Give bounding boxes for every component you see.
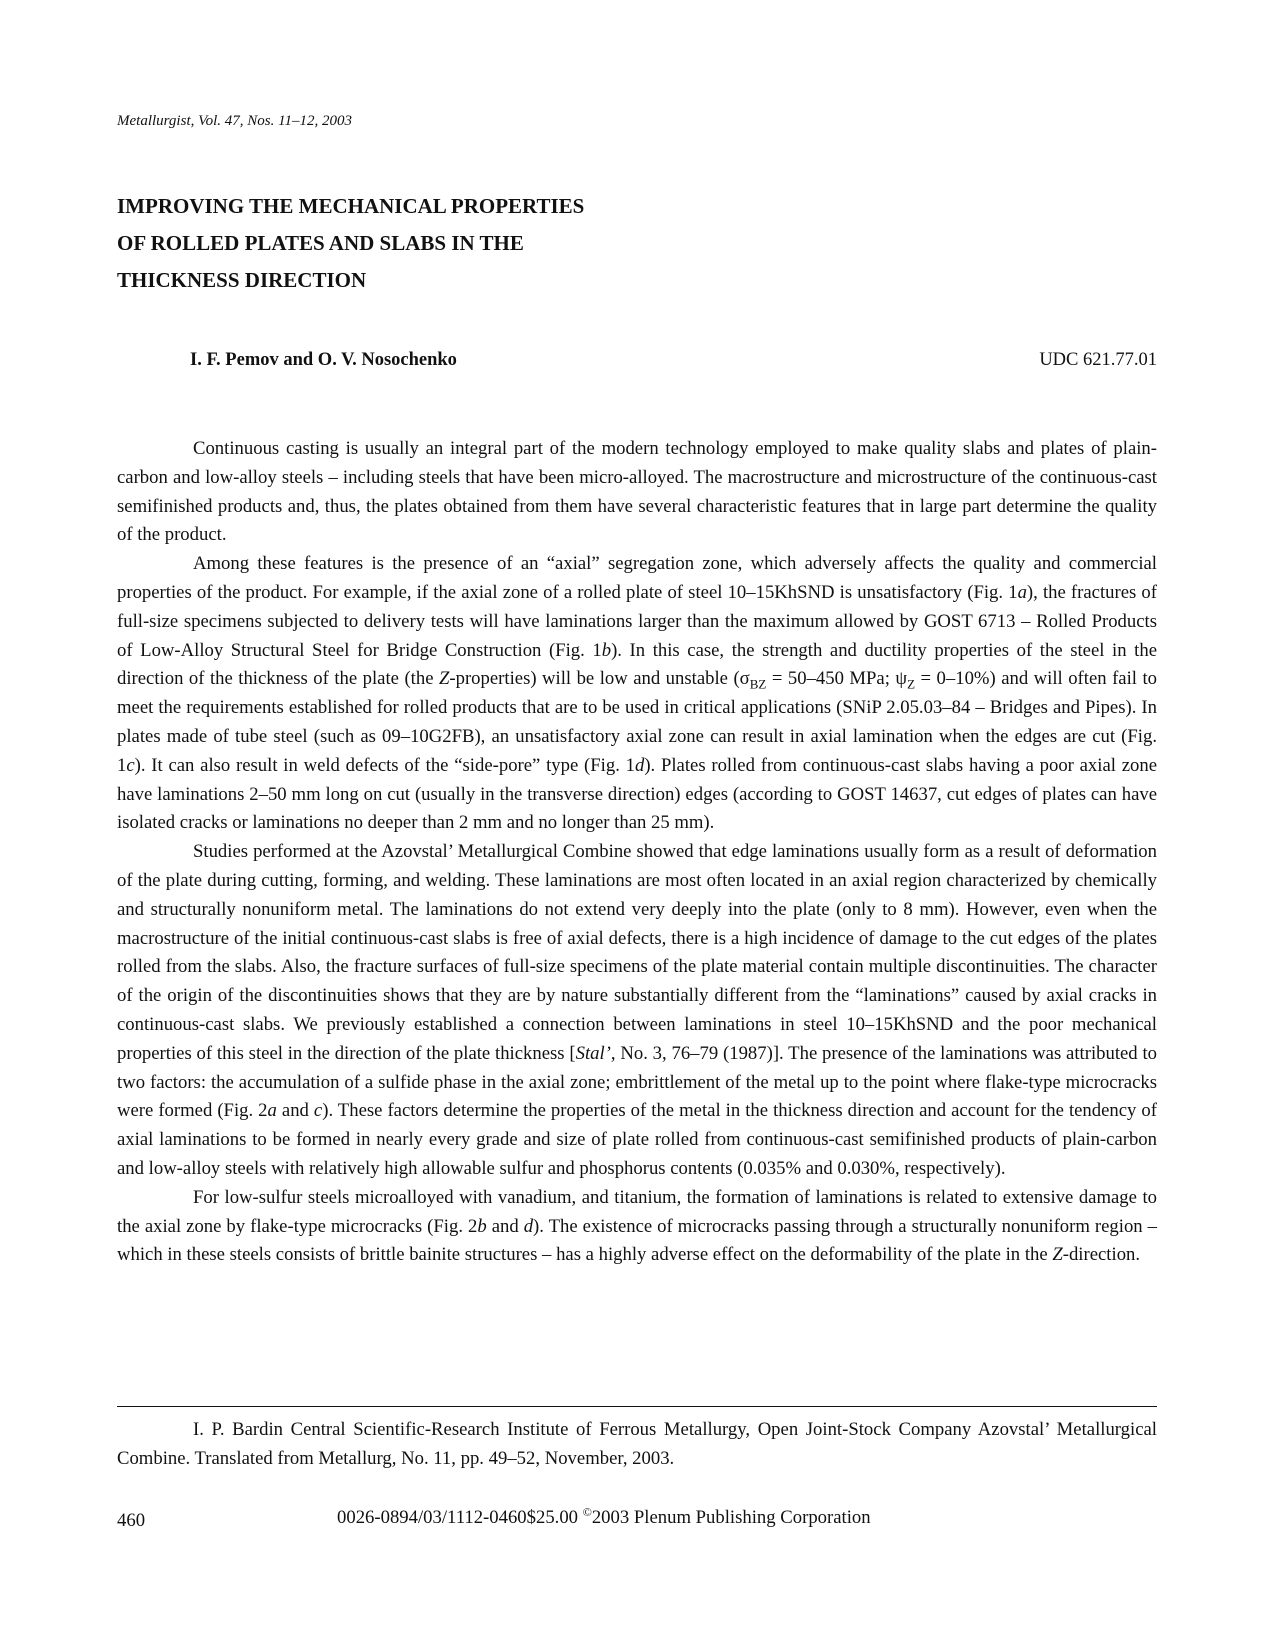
title-line: IMPROVING THE MECHANICAL PROPERTIES [117,194,585,218]
copyright-line [337,1505,871,1529]
copyright-text: 2003 Plenum Publishing Corporation [591,1507,871,1529]
page-number: 460 [117,1510,146,1531]
title-line: OF ROLLED PLATES AND SLABS IN THE [117,231,524,255]
affiliation-footnote: I. P. Bardin Central Scientific-Research Institute of Ferrous Metallurgy, Open Joint-Stock Company Azovstal’ Metallurgical Combine. Translated from Metallurg, No. 11, pp. 49–52, November, 2003. [117,1419,1157,1469]
article-title [117,188,584,299]
copyright-symbol: © [582,1505,592,1519]
paragraph-3: Studies performed at the Azovstal’ Metallurgical Combine showed that edge laminations usually form as a result of deformation of the plate during cutting, forming, and welding. These laminations are most often located in an axial region characterized by chemically and structurally nonuniform metal. The laminations do not extend very deeply into the plate (only to 8 mm). However, even when the macrostructure of the initial continuous-cast slabs is free of axial defects, there is a high incidence of damage to the cut edges of the plates rolled from the slabs. Also, the fracture surfaces of full-size specimens of the plate material contain multiple discontinuities. The character of the origin of the discontinuities shows that they are by nature substantially different from the “laminations” caused by axial cracks in continuous-cast slabs. We previously established a connection between laminations in steel 10–15KhSND and the poor mechanical properties of this steel in the direction of the plate thickness [Stal’, No. 3, 76–79 (1987)]. The presence of the laminations was attributed to two factors: the accumulation of a sulfide phase in the axial zone; embrittlement of the metal up to the point where flake-type microcracks were formed (Fig. 2a and c). These factors determine the properties of the metal in the thickness direction and account for the tendency of axial laminations to be formed in nearly every grade and size of plate rolled from continuous-cast semifinished products of plain-carbon and low-alloy steels with relatively high allowable sulfur and phosphorus contents (0.035% and 0.030%, respectively). [117,841,1157,1179]
paragraph-1: Continuous casting is usually an integral part of the modern technology employed to make quality slabs and plates of plain-carbon and low-alloy steels – including steels that have been micro-alloyed. The macrostructure and microstructure of the continuous-cast semifinished products and, thus, the plates obtained from them have several characteristic features that in large part determine the quality of the product. [117,438,1157,546]
udc-code: UDC 621.77.01 [1039,350,1157,370]
journal-citation: Metallurgist, Vol. 47, Nos. 11–12, 2003 [117,113,353,129]
footnote-divider [117,1406,1157,1407]
article-body [117,435,1157,1270]
paragraph-2: Among these features is the presence of an “axial” segregation zone, which adversely affects the quality and commercial properties of the product. For example, if the axial zone of a rolled plate of steel 10–15KhSND is unsatisfactory (Fig. 1a), the fractures of full-size specimens subjected to delivery tests will have laminations larger than the maximum allowed by GOST 6713 – Rolled Products of Low-Alloy Structural Steel for Bridge Construction (Fig. 1b). In this case, the strength and ductility properties of the steel in the direction of the thickness of the plate (the Z-properties) will be low and unstable ($\sigma_{BZ} = 50-450$ MPa; $\psi_Z = 0-10\%$) and will often fail to meet the requirements established for rolled products that are to be used in critical applications (SNiP 2.05.03–84 – Bridges and Pipes). In plates made of tube steel (such as 09–10G2FB), an unsatisfactory axial zone can result in axial lamination when the edges are cut (Fig. 1c). It can also result in weld defects of the “side-pore” type (Fig. 1d). Plates rolled from continuous-cast slabs having a poor axial zone have laminations 2–50 mm long on cut (usually in the transverse direction) edges (according to GOST 14637, cut edges of plates can have isolated cracks or laminations no deeper than 2 mm and no longer than 25 mm). [117,553,1158,834]
publication-code: 0026-0894/03/1112-0460$25.00 [337,1507,583,1529]
authors: I. F. Pemov and O. V. Nosochenko [190,350,457,370]
title-line: THICKNESS DIRECTION [117,268,367,292]
paragraph-4: For low-sulfur steels microalloyed with vanadium, and titanium, the formation of laminations is related to extensive damage to the axial zone by flake-type microcracks (Fig. 2b and d). The existence of microcracks passing through a structurally nonuniform region – which in these steels consists of brittle bainite structures – has a highly adverse effect on the deformability of the plate in the Z-direction. [117,1186,1158,1266]
